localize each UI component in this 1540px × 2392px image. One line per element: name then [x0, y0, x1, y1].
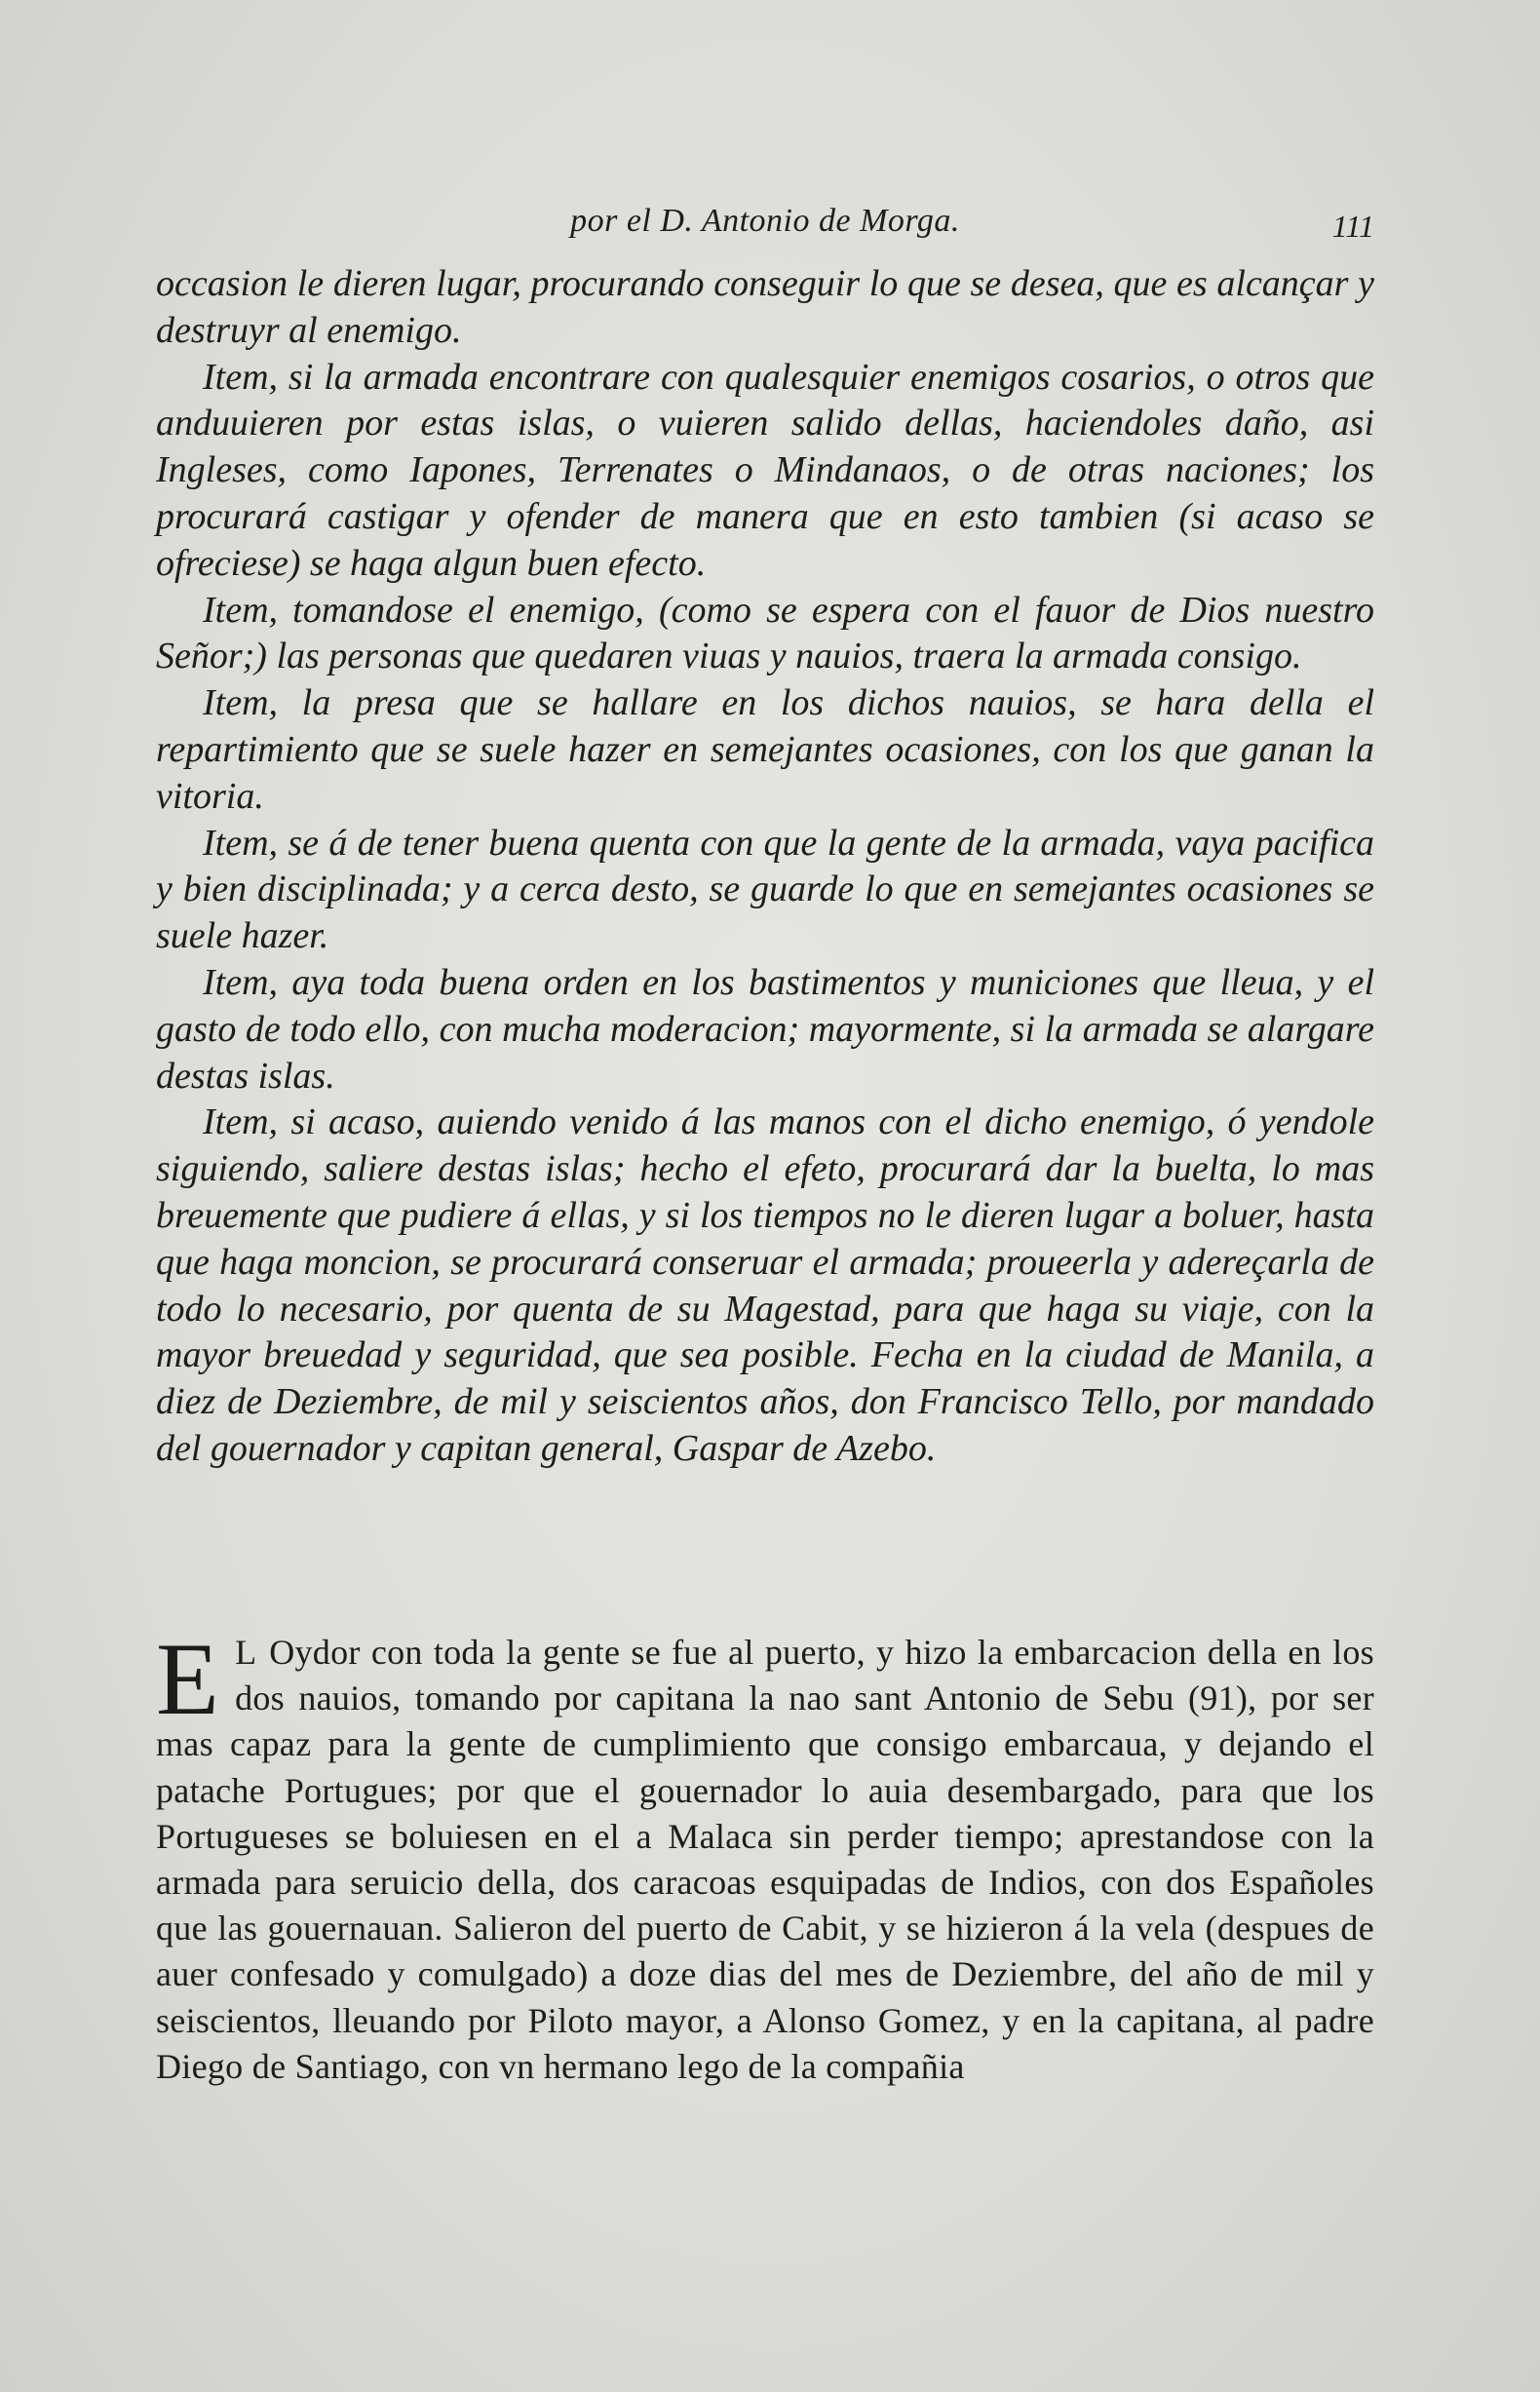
roman-text-block [156, 1622, 1374, 2090]
page-header [156, 203, 1374, 251]
paragraph-item: Item, tomandose el enemigo, (como se espera con el fauor de Dios nuestro Señor;) las personas que quedaren viuas y nauios, traera la armada consigo. [156, 589, 1374, 677]
page-number: 111 [1331, 209, 1374, 244]
italic-text-block [156, 261, 1374, 1473]
paragraph-item: Item, se á de tener buena quenta con que la gente de la armada, vaya pacifica y bien disciplinada; y a cerca desto, se guarde lo que en semejantes ocasiones se suele hazer. [156, 822, 1374, 957]
paragraph-item: Item, si la armada encontrare con qualesquier enemigos cosarios, o otros que anduuieren por estas islas, o vuieren salido dellas, haciendoles daño, asi Ingleses, como Iapones, Terrenates o Mindanaos, o de otras naciones; los procurará castigar y ofender de manera que en esto tambien (si acaso se ofreciese) se haga algun buen efecto. [156, 356, 1374, 584]
drop-cap: E [156, 1622, 220, 1736]
paragraph-item: Item, la presa que se hallare en los dichos nauios, se hara della el repartimiento que se suele hazer en semejantes ocasiones, con los que ganan la vitoria. [156, 682, 1374, 817]
running-head: por el D. Antonio de Morga. [570, 203, 960, 239]
paragraph-item: Item, si acaso, auiendo venido á las manos con el dicho enemigo, ó yendole siguiendo, saliere destas islas; hecho el efeto, procurará dar la buelta, lo mas breuemente que pudiere á ellas, y si los tiempos no le dieren lugar a boluer, hasta que haga moncion, se procurará conseruar el armada; proueerla y adereçarla de todo lo necesario, por quenta de su Magestad, para que haga su viaje, con la mayor breuedad y seguridad, que sea posible. Fecha en la ciudad de Manila, a diez de Deziembre, de mil y seiscientos años, don Francisco Tello, por mandado del gouernador y capitan general, Gaspar de Azebo. [156, 1101, 1374, 1469]
paragraph-continuation: occasion le dieren lugar, procurando conseguir lo que se desea, que es alcançar y destruyr al enemigo. [156, 263, 1374, 351]
narrative-paragraph: Oydor con toda la gente se fue al puerto, y hizo la embarcacion della en los dos nauios, tomando por capitana la nao sant Antonio de Sebu (91), por ser mas capaz para la gente de cumplimiento que consigo embarcaua, y dejando el patache Portugues; por que el gouernador lo auia desembargado, para que los Portugueses se boluiesen en el a Malaca sin perder tiempo; aprestandose con la armada para seruicio della, dos caracoas esquipadas de Indios, con dos Españoles que las gouernauan. Salieron del puerto de Cabit, y se hizieron á la vela (despues de auer confesado y comulgado) a doze dias del mes de Deziembre, del año de mil y seiscientos, lleuando por Piloto mayor, a Alonso Gomez, y en la capitana, al padre Diego de Santiago, con vn hermano lego de la compañia [156, 1633, 1374, 2086]
paragraph-item: Item, aya toda buena orden en los bastimentos y municiones que lleua, y el gasto de todo ello, con mucha moderacion; mayormente, si la armada se alargare destas islas. [156, 961, 1374, 1097]
lead-caps: L [235, 1633, 259, 1672]
